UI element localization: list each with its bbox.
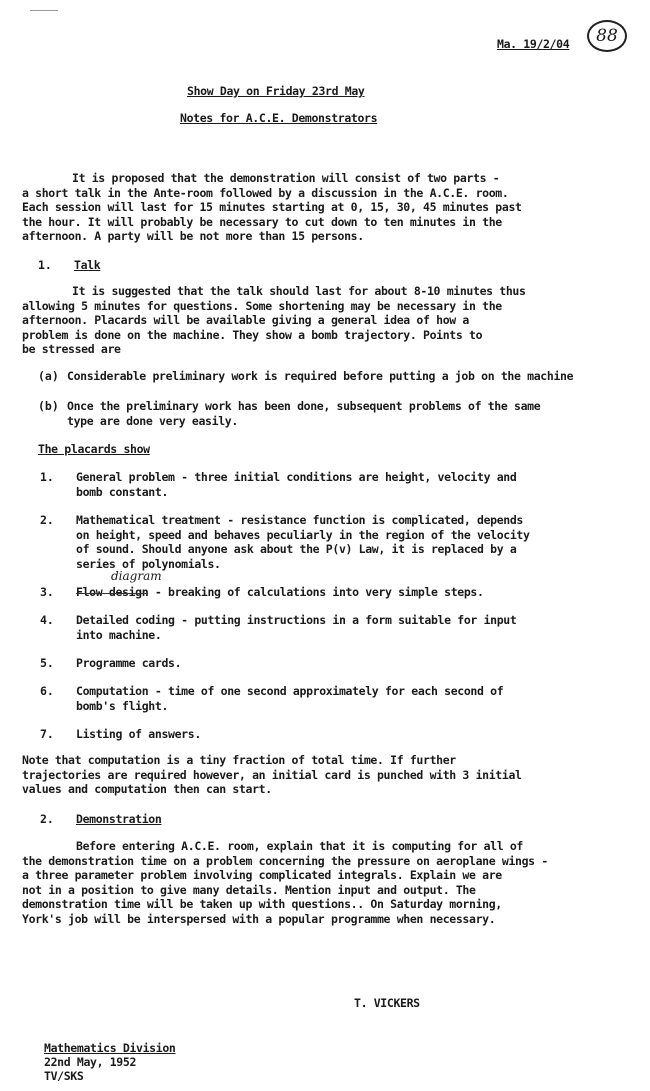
point-b-text bbox=[67, 399, 540, 428]
placards-heading: The placards show bbox=[38, 442, 150, 456]
placard-item-line: of sound. Should anyone ask about the P(v) Law, it is replaced by a bbox=[76, 542, 517, 556]
placard-item-number: 4. bbox=[40, 613, 54, 627]
placard-item bbox=[76, 684, 503, 713]
placard-item-line: Detailed coding - putting instructions in a form suitable for input bbox=[76, 613, 517, 627]
placard-item bbox=[76, 727, 201, 742]
placard-item-line: series of polynomials. bbox=[76, 556, 221, 571]
intro-line: afternoon. A party will be not more than 15 persons. bbox=[22, 229, 364, 243]
placard-item-line: General problem - three initial conditions are height, velocity and bbox=[76, 470, 517, 484]
placard-item-number: 7. bbox=[40, 727, 54, 741]
handwritten-correction: diagram bbox=[111, 569, 162, 583]
placard-item-line: Listing of answers. bbox=[76, 727, 201, 741]
reference-number: Ma. 19/2/04 bbox=[497, 37, 570, 51]
footer-initials: TV/SKS bbox=[44, 1069, 84, 1083]
footer-date: 22nd May, 1952 bbox=[44, 1055, 137, 1069]
placard-item-line: Computation - time of one second approximately for each second of bbox=[76, 684, 504, 698]
note-line: Note that computation is a tiny fraction of total time. If further bbox=[22, 753, 456, 767]
placard-item-number: 5. bbox=[40, 656, 54, 670]
placard-item bbox=[76, 513, 530, 571]
section-2-paragraph bbox=[22, 839, 548, 926]
point-a-text bbox=[67, 369, 573, 384]
note-line: trajectories are required however, an initial card is punched with 3 initial bbox=[22, 767, 522, 782]
placard-item bbox=[76, 585, 484, 600]
intro-line: It is proposed that the demonstration will consist of two parts - bbox=[72, 171, 500, 185]
section-1-paragraph bbox=[22, 284, 526, 357]
placard-item-line: Programme cards. bbox=[76, 656, 182, 670]
section-2-number: 2. bbox=[40, 812, 54, 826]
section-2-line: Before entering A.C.E. room, explain that it is computing for all of bbox=[76, 839, 524, 853]
placard-item-number: 6. bbox=[40, 684, 54, 698]
section-2-line: not in a position to give many details. Mention input and output. The bbox=[22, 882, 476, 897]
intro-line: the hour. It will probably be necessary to cut down to ten minutes in the bbox=[22, 214, 502, 229]
section-1-line: be stressed are bbox=[22, 342, 121, 356]
placard-item-line: bomb constant. bbox=[76, 484, 169, 499]
section-1-line: problem is done on the machine. They show a bomb trajectory. Points to bbox=[22, 327, 483, 342]
placard-item-line: on height, speed and behaves peculiarly in the region of the velocity bbox=[76, 527, 530, 542]
note-paragraph bbox=[22, 753, 522, 797]
note-line: values and computation then can start. bbox=[22, 782, 272, 796]
footer-division: Mathematics Division bbox=[44, 1041, 176, 1055]
point-b-label: (b) bbox=[38, 399, 59, 413]
point-b-line: Once the preliminary work has been done, subsequent problems of the same bbox=[67, 399, 541, 413]
scan-mark bbox=[30, 10, 58, 11]
section-1-line: afternoon. Placards will be available giving a general idea of how a bbox=[22, 313, 470, 327]
document-subtitle: Notes for A.C.E. Demonstrators bbox=[180, 111, 378, 125]
crossed-out-text: Flow design bbox=[76, 585, 149, 599]
intro-paragraph bbox=[22, 171, 522, 244]
page-number-circled bbox=[587, 20, 627, 52]
point-b-line: type are done very easily. bbox=[67, 413, 238, 428]
placard-item-number: 3. bbox=[40, 585, 54, 599]
placard-item bbox=[76, 656, 181, 671]
section-1-line: allowing 5 minutes for questions. Some shortening may be necessary in the bbox=[22, 298, 502, 313]
page-number: 88 bbox=[596, 26, 618, 46]
signature: T. VICKERS bbox=[354, 996, 420, 1010]
section-1-heading: Talk bbox=[74, 258, 101, 272]
section-2-heading: Demonstration bbox=[76, 812, 162, 826]
placard-item-line: into machine. bbox=[76, 627, 162, 642]
placard-item-line: bomb's flight. bbox=[76, 698, 169, 713]
intro-line: a short talk in the Ante-room followed by a discussion in the A.C.E. room. bbox=[22, 185, 509, 200]
point-a-label: (a) bbox=[38, 369, 59, 383]
section-1-line: It is suggested that the talk should last for about 8-10 minutes thus bbox=[72, 284, 526, 298]
section-2-line: the demonstration time on a problem concerning the pressure on aeroplane wings - bbox=[22, 853, 548, 868]
section-2-line: demonstration time will be taken up with questions.. On Saturday morning, bbox=[22, 897, 502, 911]
section-1-number: 1. bbox=[38, 258, 52, 272]
intro-line: Each session will last for 15 minutes starting at 0, 15, 30, 45 minutes past bbox=[22, 200, 522, 214]
section-2-line: York's job will be interspersed with a popular programme when necessary. bbox=[22, 911, 496, 926]
placard-item-line: - breaking of calculations into very simple steps. bbox=[154, 585, 484, 599]
document-title: Show Day on Friday 23rd May bbox=[187, 84, 365, 98]
placard-item-number: 2. bbox=[40, 513, 54, 527]
placard-item-number: 1. bbox=[40, 470, 54, 484]
placard-item-line: Mathematical treatment - resistance function is complicated, depends bbox=[76, 513, 524, 527]
placard-item bbox=[76, 613, 516, 642]
point-a-line: Considerable preliminary work is required before putting a job on the machine bbox=[67, 369, 574, 383]
placard-item bbox=[76, 470, 516, 499]
section-2-line: a three parameter problem involving complicated integrals. Explain we are bbox=[22, 868, 502, 882]
